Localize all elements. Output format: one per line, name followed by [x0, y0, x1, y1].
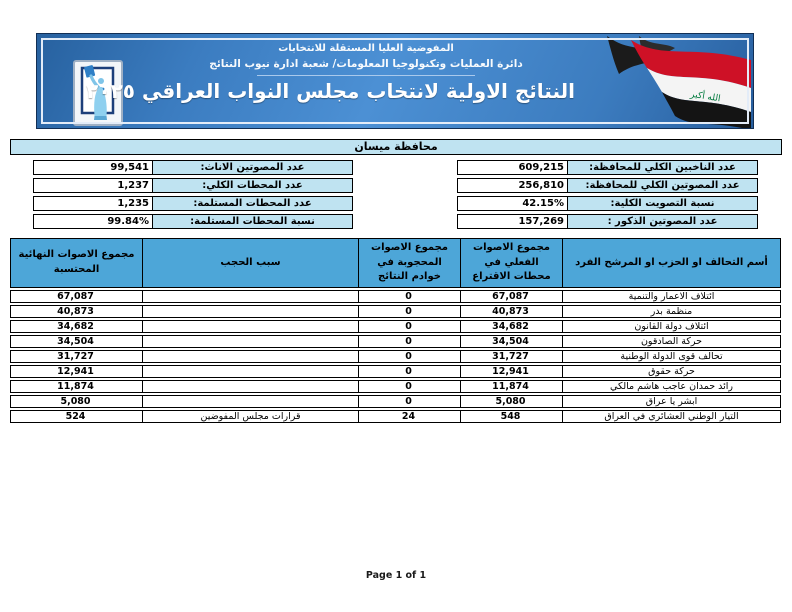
table-row	[10, 290, 781, 303]
total-stations-label: عدد المحطات الكلي:	[152, 178, 353, 193]
iraq-flag-icon	[579, 36, 751, 129]
entity-name: رائد حمدان عاجب هاشم مالكي	[562, 380, 781, 393]
final-votes: 34,682	[10, 320, 142, 333]
withhold-reason	[142, 365, 358, 378]
entity-name: ائتلاف دولة القانون	[562, 320, 781, 333]
withheld-votes: 0	[358, 305, 460, 318]
withheld-votes: 0	[358, 335, 460, 348]
department-name: دائرة العمليات وتكنولوجيا المعلومات/ شعبة ادارة نيوب النتائج	[209, 58, 523, 70]
final-votes: 11,874	[10, 380, 142, 393]
received-stations-label: عدد المحطات المستلمة:	[152, 196, 353, 211]
male-voters-value: 157,269	[457, 214, 567, 229]
actual-votes: 11,874	[460, 380, 562, 393]
report-title: النتائج الاولية لانتخاب مجلس النواب العراقي ٢٠٢٥	[86, 79, 575, 103]
male-voters-label: عدد المصوتين الذكور :	[567, 214, 758, 229]
actual-votes: 12,941	[460, 365, 562, 378]
received-stations-value: 1,235	[33, 196, 152, 211]
actual-votes: 34,504	[460, 335, 562, 348]
header-actual-votes: مجموع الاصوات الفعلي في محطات الاقتراع	[460, 238, 562, 288]
withheld-votes: 0	[358, 395, 460, 408]
summary-row	[33, 160, 353, 175]
total-registered-label: عدد الناخبين الكلي للمحافظة:	[567, 160, 758, 175]
page-number-label: Page 1 of 1	[365, 570, 427, 581]
entity-name: تحالف قوى الدولة الوطنية	[562, 350, 781, 363]
turnout-pct-value: 42.15%	[457, 196, 567, 211]
summary-row	[33, 214, 353, 229]
withheld-votes: 0	[358, 365, 460, 378]
summary-row	[33, 178, 353, 193]
final-votes: 40,873	[10, 305, 142, 318]
withheld-votes: 0	[358, 350, 460, 363]
final-votes: 67,087	[10, 290, 142, 303]
total-registered-value: 609,215	[457, 160, 567, 175]
actual-votes: 67,087	[460, 290, 562, 303]
withhold-reason	[142, 290, 358, 303]
female-voters-value: 99,541	[33, 160, 152, 175]
entity-name: ائتلاف الاعمار والتنمية	[562, 290, 781, 303]
entity-name: ابشر يا عراق	[562, 395, 781, 408]
actual-votes: 5,080	[460, 395, 562, 408]
results-table	[10, 236, 781, 425]
table-row	[10, 320, 781, 333]
final-votes: 524	[10, 410, 142, 423]
banner-divider	[257, 75, 474, 76]
entity-name: حركة حقوق	[562, 365, 781, 378]
total-voters-label: عدد المصوتين الكلي للمحافظة:	[567, 178, 758, 193]
entity-name: حركة الصادقون	[562, 335, 781, 348]
summary-section	[33, 160, 758, 232]
female-voters-label: عدد المصوتين الاناث:	[152, 160, 353, 175]
withhold-reason	[142, 350, 358, 363]
summary-row	[457, 214, 758, 229]
actual-votes: 548	[460, 410, 562, 423]
report-header-banner	[36, 33, 754, 129]
withheld-votes: 0	[358, 290, 460, 303]
results-header-row	[10, 238, 781, 288]
actual-votes: 34,682	[460, 320, 562, 333]
summary-row	[33, 196, 353, 211]
actual-votes: 31,727	[460, 350, 562, 363]
total-voters-value: 256,810	[457, 178, 567, 193]
total-stations-value: 1,237	[33, 178, 152, 193]
table-row	[10, 305, 781, 318]
withhold-reason	[142, 305, 358, 318]
summary-right-group	[457, 160, 758, 232]
table-row	[10, 365, 781, 378]
table-row	[10, 410, 781, 423]
table-row	[10, 335, 781, 348]
header-withheld-votes: مجموع الاصوات المحجوبة في خوادم النتائج	[358, 238, 460, 288]
actual-votes: 40,873	[460, 305, 562, 318]
header-withhold-reason: سبب الحجب	[142, 238, 358, 288]
withhold-reason: قرارات مجلس المفوضين	[142, 410, 358, 423]
summary-row	[457, 196, 758, 211]
summary-row	[457, 178, 758, 193]
table-row	[10, 350, 781, 363]
withhold-reason	[142, 320, 358, 333]
received-stations-pct-label: نسبة المحطات المستلمة:	[152, 214, 353, 229]
entity-name: منظمة بدر	[562, 305, 781, 318]
banner-text-block	[86, 43, 575, 103]
header-final-votes: مجموع الاصوات النهائية المحتسبة	[10, 238, 142, 288]
final-votes: 34,504	[10, 335, 142, 348]
table-row	[10, 380, 781, 393]
withheld-votes: 24	[358, 410, 460, 423]
withheld-votes: 0	[358, 380, 460, 393]
turnout-pct-label: نسبة التصويت الكلية:	[567, 196, 758, 211]
withhold-reason	[142, 380, 358, 393]
summary-row	[457, 160, 758, 175]
commission-name: المفوضية العليا المستقلة للانتخابات	[278, 43, 454, 54]
received-stations-pct-value: 99.84%	[33, 214, 152, 229]
entity-name: التيار الوطني العشائري في العراق	[562, 410, 781, 423]
withhold-reason	[142, 395, 358, 408]
withheld-votes: 0	[358, 320, 460, 333]
flag-takbir-text: الله أكبر	[689, 89, 722, 105]
summary-left-group	[33, 160, 353, 232]
governorate-title-bar: محافظة ميسان	[10, 139, 782, 155]
final-votes: 5,080	[10, 395, 142, 408]
withhold-reason	[142, 335, 358, 348]
final-votes: 31,727	[10, 350, 142, 363]
header-entity-name: أسم التحالف او الحزب او المرشح الفرد	[562, 238, 781, 288]
table-row	[10, 395, 781, 408]
final-votes: 12,941	[10, 365, 142, 378]
